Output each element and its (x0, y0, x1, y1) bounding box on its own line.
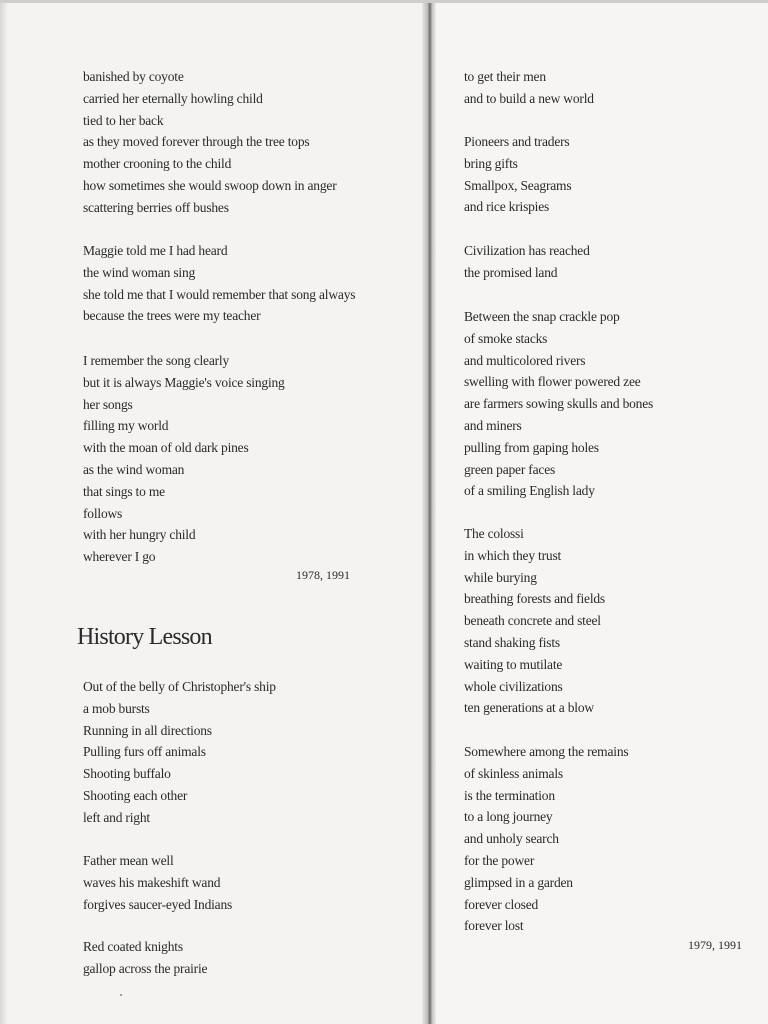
poem-line: gallop across the prairie (83, 960, 208, 976)
poem-line: her songs (83, 396, 133, 412)
right-poem-date: 1979, 1991 (688, 938, 742, 952)
poem-line: that sings to me (83, 483, 165, 499)
poem-line: and multicolored rivers (464, 352, 586, 368)
page-top-edge (0, 0, 768, 3)
right-stanza-5 (464, 523, 605, 719)
left-stanza-2 (83, 240, 355, 327)
page-edge-shadow (0, 0, 8, 1024)
left-stanza-3 (83, 350, 285, 568)
poem-line: The colossi (464, 526, 524, 541)
poem-line: pulling from gaping holes (464, 439, 599, 455)
poem-line: swelling with flower powered zee (464, 374, 641, 390)
poem-line: whole civilizations (464, 678, 563, 694)
poem-line: and miners (464, 417, 522, 433)
poem-line: Shooting buffalo (83, 766, 171, 782)
poem-line: Father mean well (83, 853, 174, 868)
poem-line: Out of the belly of Christopher's ship (83, 679, 276, 694)
left-stanza-4 (83, 676, 276, 829)
poem-line: forever closed (464, 896, 539, 912)
poem-line: the wind woman sing (83, 264, 196, 280)
poem-line: banished by coyote (83, 69, 184, 84)
poem-line: for the power (464, 852, 535, 868)
right-stanza-3 (464, 240, 590, 284)
right-stanza-1 (464, 66, 594, 110)
poem-line: mother crooning to the child (83, 156, 232, 172)
poem-line: wherever I go (83, 549, 156, 565)
paper-speck (120, 994, 122, 996)
left-stanza-6 (83, 936, 207, 980)
poem-line: bring gifts (464, 155, 518, 171)
poem-line: waiting to mutilate (464, 656, 563, 672)
poem-line: Red coated knights (83, 939, 183, 954)
poem-line: tied to her back (83, 112, 164, 128)
poem-line: is the termination (464, 787, 555, 803)
poem-line: but it is always Maggie's voice singing (83, 374, 285, 390)
poem-line: with her hungry child (83, 527, 196, 543)
poem-line: Shooting each other (83, 787, 188, 803)
poem-title: History Lesson (77, 624, 212, 650)
poem-line: the promised land (464, 264, 558, 280)
poem-line: Somewhere among the remains (464, 744, 629, 759)
poem-line: Pioneers and traders (464, 134, 570, 149)
poem-line: she told me that I would remember that song always (83, 286, 356, 302)
poem-line: are farmers sowing skulls and bones (464, 396, 654, 412)
poem-line: and unholy search (464, 831, 559, 847)
poem-line: Between the snap crackle pop (464, 309, 620, 324)
right-stanza-6 (464, 741, 628, 937)
poem-line: glimpsed in a garden (464, 874, 573, 890)
poem-line: green paper faces (464, 461, 556, 477)
poem-line: as they moved forever through the tree tops (83, 134, 310, 150)
poem-line: forgives saucer-eyed Indians (83, 896, 233, 912)
poem-line: Civilization has reached (464, 243, 590, 258)
poem-line: follows (83, 505, 123, 521)
poem-line: with the moan of old dark pines (83, 440, 249, 456)
poem-line: stand shaking fists (464, 634, 560, 650)
poem-line: and rice krispies (464, 199, 550, 215)
poem-line: as the wind woman (83, 461, 185, 477)
poem-line: waves his makeshift wand (83, 874, 221, 890)
left-stanza-1 (83, 66, 337, 219)
poem-line: I remember the song clearly (83, 353, 230, 368)
poem-line: forever lost (464, 918, 524, 934)
poem-line: because the trees were my teacher (83, 308, 261, 324)
left-poem-date: 1978, 1991 (296, 568, 350, 582)
poem-line: Maggie told me I had heard (83, 243, 228, 258)
poem-line: breathing forests and fields (464, 591, 605, 607)
poem-line: ten generations at a blow (464, 700, 594, 716)
poem-line: while burying (464, 569, 537, 585)
poem-line: scattering berries off bushes (83, 199, 229, 215)
left-stanza-5 (83, 850, 232, 915)
poem-line: Pulling furs off animals (83, 744, 206, 760)
poem-line: to a long journey (464, 809, 553, 825)
poem-line: filling my world (83, 418, 169, 434)
poem-line: to get their men (464, 69, 546, 84)
poem-line: a mob bursts (83, 700, 150, 716)
book-gutter (422, 0, 436, 1024)
poem-line: of a smiling English lady (464, 483, 595, 499)
poem-line: how sometimes she would swoop down in anger (83, 177, 337, 193)
poem-line: in which they trust (464, 547, 562, 563)
poem-line: beneath concrete and steel (464, 613, 601, 629)
poem-line: and to build a new world (464, 90, 594, 106)
right-stanza-4 (464, 306, 653, 502)
poem-line: of skinless animals (464, 765, 563, 781)
right-stanza-2 (464, 131, 571, 218)
poem-line: Running in all directions (83, 722, 212, 738)
poem-line: of smoke stacks (464, 330, 548, 346)
poem-line: left and right (83, 809, 150, 825)
poem-line: Smallpox, Seagrams (464, 177, 572, 193)
poem-line: carried her eternally howling child (83, 90, 263, 106)
